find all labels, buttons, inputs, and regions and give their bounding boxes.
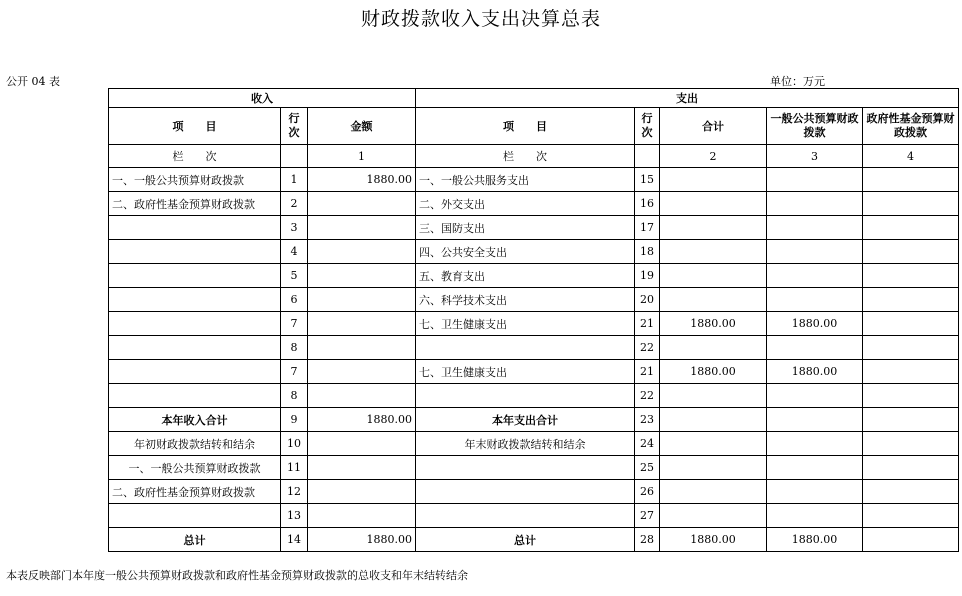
- income-amount-cell: [308, 192, 416, 216]
- expense-line-no-cell: 28: [635, 528, 660, 552]
- income-item-cell: 二、政府性基金预算财政拨款: [109, 480, 281, 504]
- expense-line-no-cell: 15: [635, 168, 660, 192]
- expense-total-cell: [660, 288, 767, 312]
- column-number-blank: [635, 145, 660, 168]
- income-line-no-cell: 1: [281, 168, 308, 192]
- income-amount-cell: [308, 456, 416, 480]
- income-line-no-cell: 5: [281, 264, 308, 288]
- general-budget-cell: 1880.00: [767, 360, 863, 384]
- income-item-cell: [109, 240, 281, 264]
- expense-section-header: 支出: [416, 89, 959, 108]
- form-number: 公开 04 表: [6, 75, 60, 88]
- expense-item-cell: [416, 384, 635, 408]
- table-row: [109, 288, 959, 312]
- general-budget-cell: [767, 264, 863, 288]
- expense-item-cell: 六、科学技术支出: [416, 288, 635, 312]
- income-amount-cell: [308, 384, 416, 408]
- expense-item-cell: 总计: [416, 528, 635, 552]
- expense-line-no-cell: 16: [635, 192, 660, 216]
- general-budget-cell: [767, 480, 863, 504]
- gov-fund-cell: [863, 240, 959, 264]
- column-number-blank: [281, 145, 308, 168]
- table-row: [109, 336, 959, 360]
- income-item-cell: 一、一般公共预算财政拨款: [109, 456, 281, 480]
- expense-item-cell: 五、教育支出: [416, 264, 635, 288]
- gov-fund-cell: [863, 480, 959, 504]
- expense-total-cell: 1880.00: [660, 312, 767, 336]
- table-row: [109, 360, 959, 384]
- income-item-cell: 本年收入合计: [109, 408, 281, 432]
- expense-total-cell: [660, 432, 767, 456]
- page-title: 财政拨款收入支出决算总表: [360, 8, 601, 30]
- expense-total-cell: [660, 336, 767, 360]
- expense-line-no-cell: 24: [635, 432, 660, 456]
- table-row: [109, 192, 959, 216]
- table-row: [109, 408, 959, 432]
- expense-item-cell: 七、卫生健康支出: [416, 360, 635, 384]
- income-amount-cell: 1880.00: [308, 528, 416, 552]
- table-row: [109, 312, 959, 336]
- expense-line-no-cell: 20: [635, 288, 660, 312]
- expense-line-no-cell: 18: [635, 240, 660, 264]
- income-amount-cell: [308, 288, 416, 312]
- budget-summary-table: [108, 88, 959, 552]
- expense-item-header: 项 目: [416, 108, 635, 145]
- expense-item-cell: [416, 456, 635, 480]
- expense-total-cell: [660, 408, 767, 432]
- general-budget-cell: [767, 456, 863, 480]
- income-item-cell: [109, 384, 281, 408]
- income-amount-cell: [308, 432, 416, 456]
- income-line-no-cell: 11: [281, 456, 308, 480]
- income-item-cell: 二、政府性基金预算财政拨款: [109, 192, 281, 216]
- income-amount-header: 金额: [308, 108, 416, 145]
- income-amount-cell: 1880.00: [308, 168, 416, 192]
- income-line-no-cell: 7: [281, 312, 308, 336]
- expense-line-no-cell: 19: [635, 264, 660, 288]
- income-item-cell: [109, 360, 281, 384]
- gov-fund-cell: [863, 432, 959, 456]
- income-amount-cell: [308, 480, 416, 504]
- income-line-no-cell: 7: [281, 360, 308, 384]
- table-row: [109, 216, 959, 240]
- income-item-cell: 年初财政拨款结转和结余: [109, 432, 281, 456]
- income-line-no-cell: 9: [281, 408, 308, 432]
- expense-item-cell: [416, 336, 635, 360]
- expense-item-cell: 本年支出合计: [416, 408, 635, 432]
- gov-fund-cell: [863, 264, 959, 288]
- general-budget-cell: [767, 432, 863, 456]
- general-budget-cell: [767, 288, 863, 312]
- gov-fund-cell: [863, 528, 959, 552]
- expense-item-cell: 一、一般公共服务支出: [416, 168, 635, 192]
- income-amount-cell: [308, 336, 416, 360]
- general-budget-cell: [767, 240, 863, 264]
- income-line-no-cell: 10: [281, 432, 308, 456]
- gov-fund-cell: [863, 336, 959, 360]
- column-number-3: 3: [767, 145, 863, 168]
- gov-fund-cell: [863, 288, 959, 312]
- expense-total-cell: [660, 384, 767, 408]
- income-item-cell: [109, 216, 281, 240]
- expense-line-no-cell: 22: [635, 336, 660, 360]
- income-item-cell: [109, 336, 281, 360]
- expense-item-cell: 七、卫生健康支出: [416, 312, 635, 336]
- income-amount-cell: [308, 312, 416, 336]
- expense-total-cell: [660, 456, 767, 480]
- expense-total-cell: [660, 216, 767, 240]
- expense-line-no-cell: 21: [635, 360, 660, 384]
- income-line-no-cell: 8: [281, 336, 308, 360]
- table-row: [109, 480, 959, 504]
- column-number-1: 1: [308, 145, 416, 168]
- expense-total-cell: [660, 240, 767, 264]
- general-budget-cell: [767, 168, 863, 192]
- gov-fund-cell: [863, 456, 959, 480]
- general-budget-cell: [767, 504, 863, 528]
- gov-fund-cell: [863, 216, 959, 240]
- expense-item-cell: 年末财政拨款结转和结余: [416, 432, 635, 456]
- income-item-header: 项 目: [109, 108, 281, 145]
- gov-fund-cell: [863, 360, 959, 384]
- general-budget-cell: [767, 192, 863, 216]
- table-row: [109, 240, 959, 264]
- expense-total-cell: 1880.00: [660, 360, 767, 384]
- income-section-header: 收入: [109, 89, 416, 108]
- gov-fund-cell: [863, 408, 959, 432]
- income-line-no-cell: 8: [281, 384, 308, 408]
- income-item-cell: 总计: [109, 528, 281, 552]
- gov-fund-cell: [863, 504, 959, 528]
- expense-total-cell: 1880.00: [660, 528, 767, 552]
- income-line-no-cell: 13: [281, 504, 308, 528]
- income-item-cell: [109, 312, 281, 336]
- column-header-row: [109, 108, 959, 145]
- income-item-cell: [109, 264, 281, 288]
- income-line-no-cell: 4: [281, 240, 308, 264]
- expense-item-cell: 二、外交支出: [416, 192, 635, 216]
- income-item-cell: 一、一般公共预算财政拨款: [109, 168, 281, 192]
- income-line-no-header: 行次: [281, 108, 308, 145]
- general-budget-cell: [767, 216, 863, 240]
- footnote: 本表反映部门本年度一般公共预算财政拨款和政府性基金预算财政拨款的总收支和年末结转结余: [6, 569, 468, 582]
- expense-line-no-cell: 23: [635, 408, 660, 432]
- income-item-cell: [109, 504, 281, 528]
- table-row: [109, 456, 959, 480]
- expense-item-cell: [416, 504, 635, 528]
- table-row: [109, 384, 959, 408]
- column-number-label-left: 栏 次: [109, 145, 281, 168]
- expense-line-no-cell: 26: [635, 480, 660, 504]
- income-line-no-cell: 3: [281, 216, 308, 240]
- gov-fund-cell: [863, 168, 959, 192]
- expense-total-cell: [660, 264, 767, 288]
- expense-total-cell: [660, 192, 767, 216]
- income-amount-cell: 1880.00: [308, 408, 416, 432]
- income-line-no-cell: 6: [281, 288, 308, 312]
- gov-fund-cell: [863, 384, 959, 408]
- income-amount-cell: [308, 504, 416, 528]
- expense-item-cell: 三、国防支出: [416, 216, 635, 240]
- expense-total-cell: [660, 504, 767, 528]
- general-budget-header: 一般公共预算财政拨款: [767, 108, 863, 145]
- income-amount-cell: [308, 240, 416, 264]
- gov-fund-cell: [863, 312, 959, 336]
- income-amount-cell: [308, 360, 416, 384]
- column-number-row: [109, 145, 959, 168]
- table-row: [109, 528, 959, 552]
- expense-line-no-cell: 17: [635, 216, 660, 240]
- general-budget-cell: 1880.00: [767, 312, 863, 336]
- gov-fund-header: 政府性基金预算财政拨款: [863, 108, 959, 145]
- income-amount-cell: [308, 264, 416, 288]
- general-budget-cell: [767, 408, 863, 432]
- expense-total-cell: [660, 168, 767, 192]
- income-line-no-cell: 14: [281, 528, 308, 552]
- table-row: [109, 504, 959, 528]
- table-row: [109, 264, 959, 288]
- unit-label: 单位：万元: [770, 75, 825, 88]
- expense-line-no-cell: 22: [635, 384, 660, 408]
- table-row: [109, 168, 959, 192]
- column-number-2: 2: [660, 145, 767, 168]
- general-budget-cell: [767, 384, 863, 408]
- income-line-no-cell: 12: [281, 480, 308, 504]
- section-header-row: [109, 89, 959, 108]
- expense-line-no-cell: 21: [635, 312, 660, 336]
- expense-line-no-cell: 25: [635, 456, 660, 480]
- gov-fund-cell: [863, 192, 959, 216]
- expense-line-no-header: 行次: [635, 108, 660, 145]
- expense-item-cell: 四、公共安全支出: [416, 240, 635, 264]
- income-line-no-cell: 2: [281, 192, 308, 216]
- expense-total-header: 合计: [660, 108, 767, 145]
- income-amount-cell: [308, 216, 416, 240]
- general-budget-cell: [767, 336, 863, 360]
- column-number-4: 4: [863, 145, 959, 168]
- general-budget-cell: 1880.00: [767, 528, 863, 552]
- expense-item-cell: [416, 480, 635, 504]
- table-row: [109, 432, 959, 456]
- expense-total-cell: [660, 480, 767, 504]
- column-number-label-right: 栏 次: [416, 145, 635, 168]
- income-item-cell: [109, 288, 281, 312]
- expense-line-no-cell: 27: [635, 504, 660, 528]
